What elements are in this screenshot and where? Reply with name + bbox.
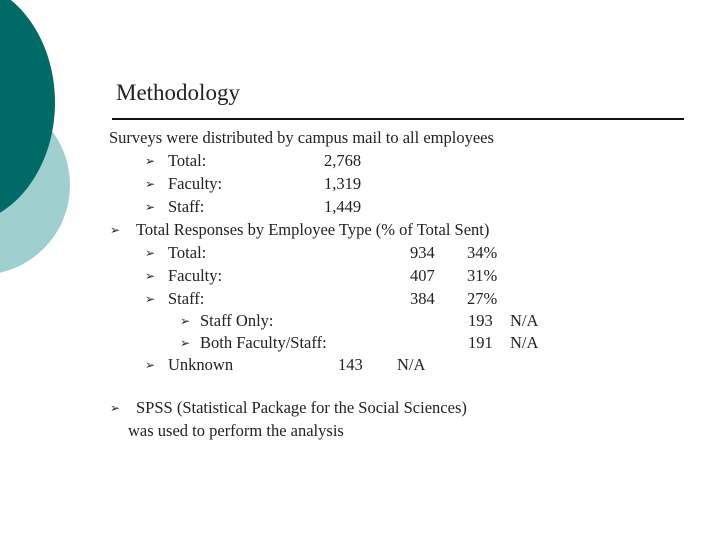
slide-title: Methodology <box>116 80 240 105</box>
responses-both-pct: N/A <box>510 333 539 352</box>
bullet-arrow-icon: ➢ <box>145 358 156 372</box>
responses-staff-only-count: 193 <box>468 311 493 330</box>
responses-staff-only-label: Staff Only: <box>200 311 274 330</box>
responses-both-label: Both Faculty/Staff: <box>200 333 327 352</box>
title-divider <box>112 118 684 120</box>
distributed-total-value: 2,768 <box>324 151 362 170</box>
bullet-arrow-icon: ➢ <box>110 401 121 415</box>
responses-total-count: 934 <box>410 243 435 262</box>
bullet-arrow-icon: ➢ <box>145 154 156 168</box>
bullet-arrow-icon: ➢ <box>145 269 156 283</box>
bullet-arrow-icon: ➢ <box>145 246 156 260</box>
responses-staff-count: 384 <box>410 289 435 308</box>
spss-text-line2: was used to perform the analysis <box>128 421 344 440</box>
bullet-arrow-icon: ➢ <box>180 336 191 350</box>
distributed-total-label: Total: <box>168 151 207 170</box>
intro-text: Surveys were distributed by campus mail to all employees <box>109 128 494 147</box>
responses-unknown-label: Unknown <box>168 355 234 374</box>
distributed-faculty-label: Faculty: <box>168 174 223 193</box>
bullet-arrow-icon: ➢ <box>145 200 156 214</box>
responses-faculty-label: Faculty: <box>168 266 223 285</box>
responses-faculty-pct: 31% <box>467 266 498 285</box>
distributed-faculty-value: 1,319 <box>324 174 362 193</box>
responses-both-count: 191 <box>468 333 493 352</box>
responses-unknown-pct: N/A <box>397 355 426 374</box>
bullet-arrow-icon: ➢ <box>145 177 156 191</box>
responses-staff-only-pct: N/A <box>510 311 539 330</box>
responses-staff-pct: 27% <box>467 289 498 308</box>
responses-heading: Total Responses by Employee Type (% of Total Sent) <box>136 220 490 239</box>
responses-total-label: Total: <box>168 243 207 262</box>
responses-faculty-count: 407 <box>410 266 435 285</box>
responses-total-pct: 34% <box>467 243 498 262</box>
spss-text-line1: SPSS (Statistical Package for the Social Sciences) <box>136 398 467 417</box>
responses-staff-label: Staff: <box>168 289 205 308</box>
bullet-arrow-icon: ➢ <box>145 292 156 306</box>
bullet-arrow-icon: ➢ <box>110 223 121 237</box>
distributed-staff-label: Staff: <box>168 197 205 216</box>
responses-unknown-count: 143 <box>338 355 363 374</box>
bullet-arrow-icon: ➢ <box>180 314 191 328</box>
distributed-staff-value: 1,449 <box>324 197 362 216</box>
